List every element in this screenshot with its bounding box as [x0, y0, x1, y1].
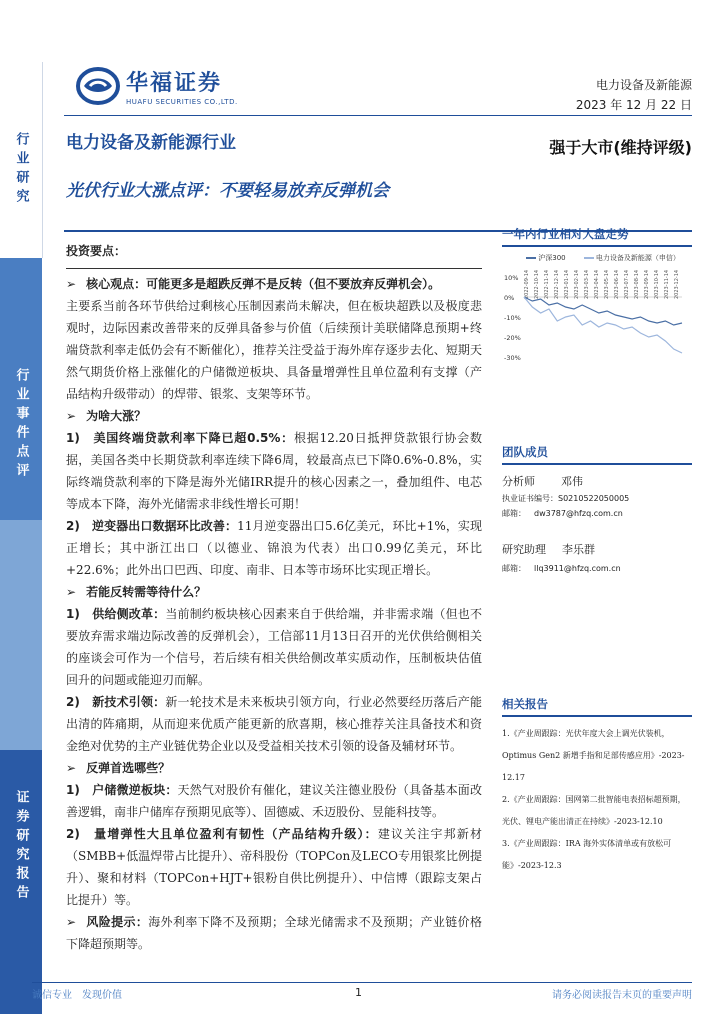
- core-view-text: 主要系当前各环节供给过剩核心压制因素尚未解决，但在板块超跌以及极度悲观时，边际因素改善带来的反弹具备参与价值（后续预计美联储降息预期+终端贷款利率走低仍会有不断催化），推荐关注受益于海外库存逐步去化、短期天然气期货价格上涨催化的户储微逆板块、具备量增弹性且单位盈利有支撑（产品结构升级带动）的焊带、银浆、支架等环节。: [66, 299, 482, 401]
- assistant-email-row: [502, 563, 692, 574]
- chart-panel: [502, 226, 692, 379]
- reversal-item-2: [66, 691, 482, 757]
- header-divider: [64, 115, 692, 116]
- why-rise-item-1-text: 根据12.20日抵押贷款银行协会数据，美国各类中长期贷款利率连续下降6周，较最高点已下降0.6%-0.8%，实际终端贷款利率的下降是海外光储IRR提升的核心因素之一，叠加组件、电芯等成本下降，海外光储需求非线性增长可期！: [66, 431, 482, 511]
- report-title: 光伏行业大涨点评：不要轻易放弃反弹机会: [66, 181, 389, 201]
- assistant-email[interactable]: llq3911@hfzq.com.cn: [534, 564, 621, 573]
- core-view-line: [66, 273, 482, 295]
- reversal-item-2-head: 2) 新技术引领：: [66, 695, 166, 709]
- x-tick-label: 2022-09-14: [524, 269, 530, 299]
- license-row: [502, 493, 692, 504]
- chart-legend: [502, 253, 692, 263]
- picks-item-1: [66, 779, 482, 823]
- sidebar-label-securities-report: 证券研究报告: [13, 790, 29, 904]
- risk-line: [66, 911, 482, 955]
- core-view-head: 核心观点：可能更多是超跌反弹不是反转（但不要放弃反弹机会）。: [86, 277, 441, 291]
- reversal-item-1: [66, 603, 482, 691]
- footer-divider: [32, 982, 692, 983]
- sidebar: [0, 62, 42, 1014]
- arrow-bullet-icon: ➢: [66, 585, 77, 599]
- x-tick-label: 2023-08-14: [634, 269, 640, 299]
- y-tick-label: -30%: [504, 354, 521, 362]
- reversal-line: [66, 581, 482, 603]
- arrow-bullet-icon: ➢: [66, 277, 77, 291]
- assistant-name: 李乐群: [562, 543, 595, 556]
- why-rise-item-1-head: 1) 美国终端贷款利率下降已超0.5%：: [66, 431, 294, 445]
- x-tick-label: 2023-02-14: [574, 269, 580, 299]
- y-tick-label: 10%: [504, 274, 519, 282]
- sidebar-block-event-review: [0, 258, 42, 520]
- email-label: 邮箱：: [502, 564, 526, 573]
- picks-item-1-text: 天然气对股价有催化，建议关注德业股份（具备基本面改善逻辑，南非户储库存预期见底等）、固德威、禾迈股份、昱能科技等。: [66, 783, 482, 819]
- x-tick-label: 2023-04-14: [594, 269, 600, 299]
- footer-slogan: 诚信专业 发现价值: [32, 990, 122, 1001]
- reversal-item-1-text: 当前制约板块核心因素来自于供给端，并非需求端（但也不要放弃需求端边际改善的反弹机会），工信部11月13日召开的光伏供给侧相关的座谈会可作为一个信号，若后续有相关供给侧改革实质动作，压制板块估值回升的问题或能迎刃而解。: [66, 607, 482, 687]
- license-label: 执业证书编号：: [502, 494, 558, 503]
- arrow-bullet-icon: ➢: [66, 761, 77, 775]
- x-tick-label: 2022-10-14: [534, 269, 540, 299]
- sidebar-block-industry-research: [0, 62, 43, 258]
- x-tick-label: 2023-09-14: [644, 269, 650, 299]
- team-panel: [502, 444, 692, 574]
- assistant-role: 研究助理: [502, 543, 546, 556]
- legend-swatch-b: [584, 257, 594, 259]
- why-rise-head: 为啥大涨？: [86, 409, 147, 423]
- related-reports-list: [502, 723, 692, 877]
- picks-item-1-head: 1) 户储微逆板块：: [66, 783, 178, 797]
- company-name-en: HUAFU SECURITIES CO.,LTD.: [126, 98, 238, 106]
- why-rise-item-2: [66, 515, 482, 581]
- y-tick-label: -20%: [504, 334, 521, 342]
- team-heading: 团队成员: [502, 444, 692, 465]
- x-tick-label: 2023-11-14: [664, 269, 670, 299]
- related-report-item[interactable]: 1.《产业周跟踪：光伏年度大会上调光伏装机，Optimus Gen2 新增手指和足部传感应用》-2023-12.17: [502, 729, 685, 782]
- analyst-email[interactable]: dw3787@hfzq.com.cn: [534, 509, 623, 518]
- picks-item-2-head: 2) 量增弹性大且单位盈利有韧性（产品结构升级）：: [66, 827, 378, 841]
- company-logo: [76, 66, 238, 106]
- x-tick-label: 2023-10-14: [654, 269, 660, 299]
- why-rise-item-2-head: 2) 逆变器出口数据环比改善：: [66, 519, 238, 533]
- related-reports-heading: 相关报告: [502, 696, 692, 717]
- assistant-block: [502, 541, 692, 574]
- main-content: [66, 240, 482, 955]
- legend-label-a: 沪深300: [538, 254, 566, 262]
- reversal-item-2-text: 新一轮技术是未来板块引领方向，行业必然要经历落后产能出清的阵痛期，从而迎来优质产能更新的欣喜期，核心推荐关注具备技术和资金绝对优势的主产业链优势企业以及受益相关技术引领的设备及辅材环节。: [66, 695, 482, 753]
- picks-item-2: [66, 823, 482, 911]
- page-number: 1: [355, 986, 362, 999]
- sector-tag: 电力设备及新能源: [595, 78, 692, 92]
- x-tick-label: 2023-01-14: [564, 269, 570, 299]
- reversal-head: 若能反转需等待什么？: [86, 585, 207, 599]
- x-tick-label: 2023-06-14: [614, 269, 620, 299]
- reversal-item-1-head: 1) 供给侧改革：: [66, 607, 166, 621]
- x-tick-label: 2023-05-14: [604, 269, 610, 299]
- series-line-sector: [524, 297, 682, 353]
- arrow-bullet-icon: ➢: [66, 409, 77, 423]
- report-date: 2023 年 12 月 22 日: [575, 98, 692, 112]
- rating-label: 强于大市(维持评级): [549, 138, 692, 157]
- assistant-row: [502, 541, 692, 557]
- picks-line: [66, 757, 482, 779]
- huafu-logo-icon: [76, 66, 120, 106]
- picks-item-2-text: 建议关注宇邦新材（SMBB+低温焊带占比提升）、帝科股份（TOPCon及LECO专用银浆比例提升）、聚和材料（TOPCon+HJT+银粉自供比例提升）、中信博（跟踪支架占比提升）等。: [66, 827, 483, 907]
- related-report-item[interactable]: 3.《产业周跟踪：IRA 海外实体清单或有放松可能》-2023-12.3: [502, 839, 672, 870]
- risk-head: 风险提示：: [86, 915, 149, 929]
- x-tick-label: 2022-11-14: [544, 269, 550, 299]
- email-label: 邮箱：: [502, 509, 526, 518]
- legend-item-a: [526, 253, 566, 263]
- arrow-bullet-icon: ➢: [66, 915, 77, 929]
- x-tick-label: 2023-03-14: [584, 269, 590, 299]
- y-tick-label: -10%: [504, 314, 521, 322]
- company-name-cn: 华福证券: [126, 71, 223, 96]
- analyst-email-row: [502, 508, 692, 519]
- analyst-name: 邓伟: [561, 475, 583, 488]
- y-tick-label: 0%: [504, 294, 515, 302]
- x-tick-label: 2023-12-14: [674, 269, 680, 299]
- investment-points-heading: 投资要点：: [66, 244, 127, 258]
- why-rise-item-1: [66, 427, 482, 515]
- x-tick-label: 2022-12-14: [554, 269, 560, 299]
- industry-title: 电力设备及新能源行业: [66, 133, 236, 153]
- related-reports-panel: [502, 696, 692, 877]
- why-rise-line: [66, 405, 482, 427]
- sidebar-label-industry-research: 行业研究: [13, 132, 29, 208]
- picks-head: 反弹首选哪些？: [86, 761, 171, 775]
- analyst-block: [502, 473, 692, 519]
- sidebar-block-securities-report: [0, 750, 42, 1014]
- related-report-item[interactable]: 2.《产业周跟踪：国网第二批智能电表招标超预期，光伏、锂电产能出清正在持续》-2023-12.10: [502, 795, 686, 826]
- why-rise-item-2-text: 11月逆变器出口5.6亿美元，环比+1%，实现正增长；其中浙江出口（以德业、锦浪为代表）出口0.99亿美元，环比+22.6%；此外出口巴西、印度、南非、日本等市场环比实现正增长。: [66, 519, 482, 577]
- footer-disclaimer[interactable]: 请务必阅读报告末页的重要声明: [552, 990, 692, 1001]
- analyst-row: [502, 473, 692, 489]
- risk-text: 海外利率下降不及预期；全球光储需求不及预期；产业链价格下降超预期等。: [66, 915, 482, 951]
- sidebar-label-event-review: 行业事件点评: [13, 368, 29, 482]
- series-line-hs300: [524, 297, 682, 325]
- x-tick-label: 2023-07-14: [624, 269, 630, 299]
- chart-title: 一年内行业相对大盘走势: [502, 226, 692, 247]
- legend-item-b: [584, 253, 680, 263]
- legend-swatch-a: [526, 257, 536, 259]
- relative-performance-chart: [502, 265, 692, 375]
- legend-label-b: 电力设备及新能源（申信）: [595, 254, 680, 262]
- analyst-role: 分析师: [502, 475, 535, 488]
- heading-underline: [66, 268, 482, 269]
- sidebar-block-spacer: [0, 520, 42, 750]
- license-number: S0210522050005: [558, 494, 630, 503]
